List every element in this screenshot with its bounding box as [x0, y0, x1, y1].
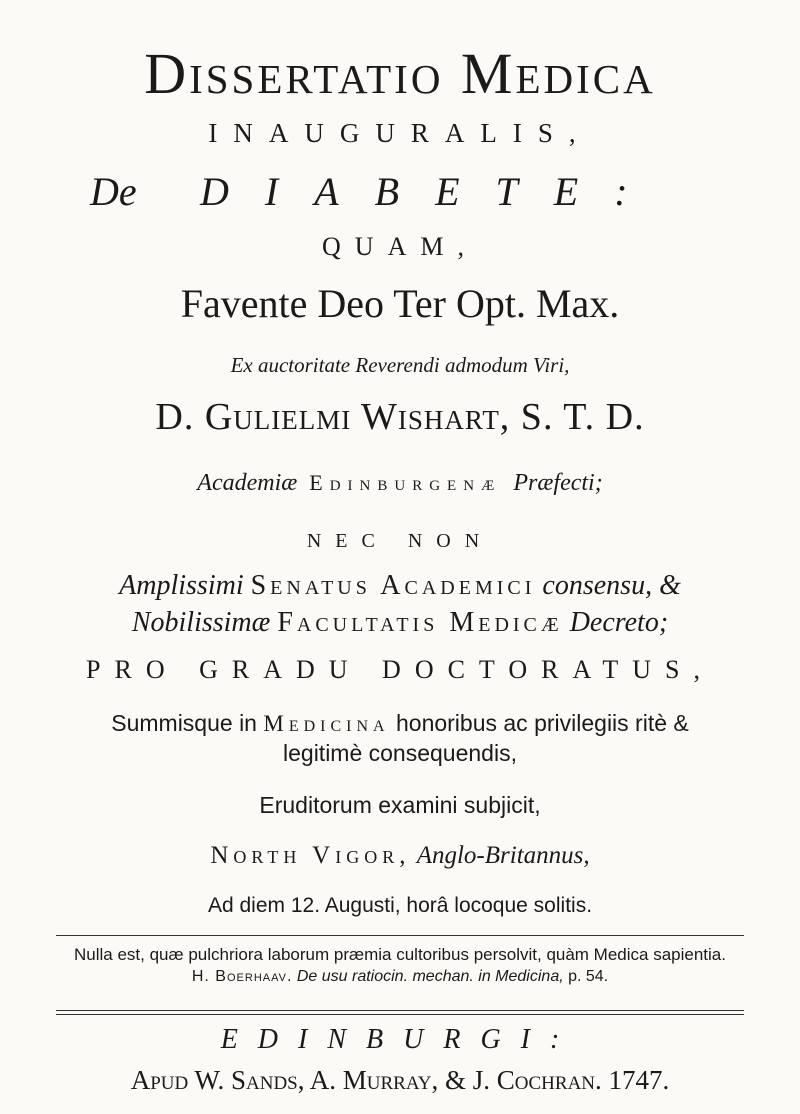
nec-non-line: NEC NON [306, 530, 494, 552]
favente-line: Favente Deo Ter Opt. Max. [180, 281, 620, 326]
edinburgenae-word: Edinburgenæ [309, 470, 502, 495]
divider-rule-double-top [56, 1010, 744, 1011]
honoribus-words: honoribus ac privilegiis ritè & [395, 710, 689, 736]
praefecti-word: Præfecti; [513, 470, 603, 496]
divider-rule-double-bottom [56, 1014, 744, 1015]
academiae-word: Academiæ [197, 470, 298, 496]
divider-rule [56, 935, 744, 936]
wishart-name: D. Gulielmi Wishart, S. T. D. [155, 396, 645, 438]
medicina-word: Medicina [263, 711, 390, 736]
imprint-city: EDINBURGI: [220, 1024, 580, 1055]
diabete-word: DIABETE: [200, 169, 664, 214]
de-word: De [90, 169, 137, 214]
facultatis-words: Facultatis Medicæ [277, 607, 563, 638]
dissertation-title: Dissertatio Medica [144, 41, 656, 106]
inauguralis-line: INAUGURALIS, [208, 118, 592, 148]
decreto-word: Decreto; [569, 607, 669, 638]
imprint-line [0, 1065, 800, 1096]
senatus-line [0, 570, 800, 602]
auctoritate-line: Ex auctoritate Reverendi admodum Viri, [230, 353, 570, 377]
author-name: North Vigor, [210, 842, 411, 869]
author-origin: Anglo-Britannus, [416, 842, 590, 869]
summisque-words: Summisque in [111, 710, 257, 736]
imprint-year: 1747. [608, 1065, 670, 1095]
eruditorum-line: Eruditorum examini subjicit, [259, 792, 541, 818]
consensu-words: consensu, & [542, 570, 681, 601]
amplissimi-word: Amplissimi [119, 570, 244, 601]
senatus-words: Senatus Academici [250, 570, 536, 601]
epigraph-author: H. Boerhaav. [191, 968, 293, 985]
legitime-line: legitimè consequendis, [283, 740, 517, 766]
academiae-line [0, 470, 800, 497]
quam-line: QUAM, [322, 232, 478, 261]
pro-gradu-line: PRO GRADU DOCTORATUS, [86, 655, 714, 684]
imprint-printers: Apud W. Sands, A. Murray, & J. Cochran. [130, 1065, 602, 1095]
epigraph-source: De usu ratiocin. mechan. in Medicina, [296, 968, 564, 985]
facultatis-line [0, 607, 800, 639]
nobilissimae-word: Nobilissimæ [131, 607, 271, 638]
epigraph-page: p. 54. [568, 968, 609, 985]
author-line [0, 842, 800, 870]
date-line: Ad diem 12. Augusti, horâ locoque solitis. [207, 894, 593, 917]
epigraph-text: Nulla est, quæ pulchriora laborum præmia cultoribus persolvit, quàm Medica sapientia. [74, 945, 726, 964]
epigraph-citation [0, 968, 800, 986]
summisque-line [0, 710, 800, 737]
